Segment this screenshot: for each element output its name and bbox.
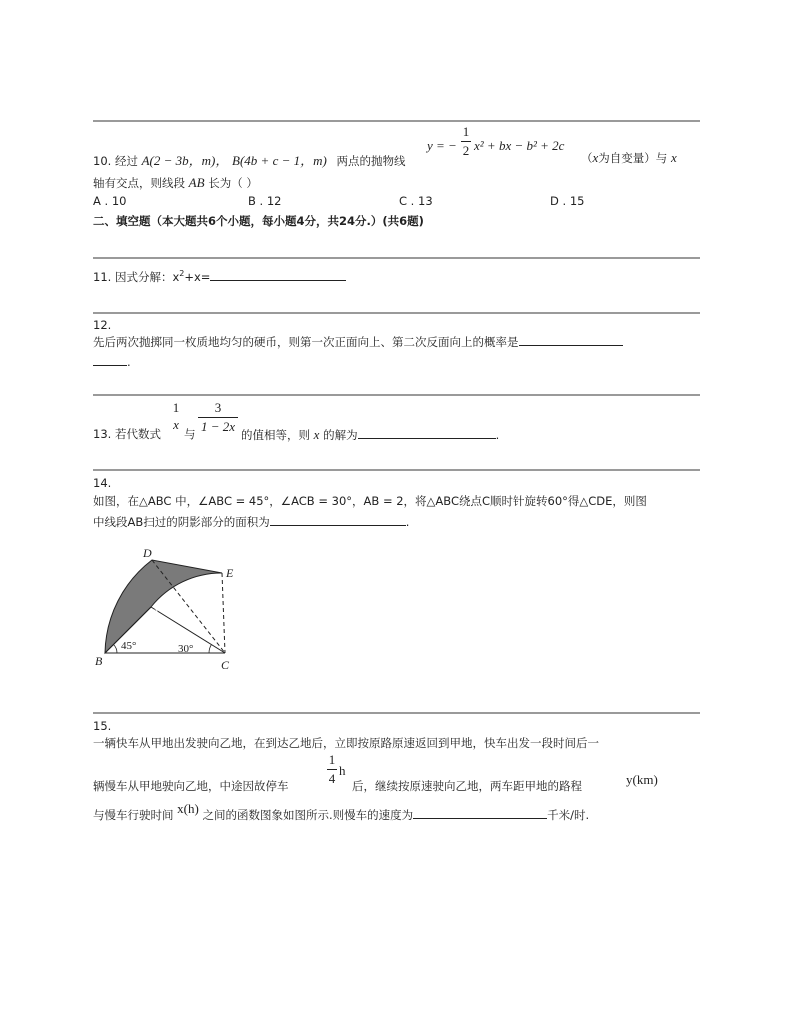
q10-line1: 10. 经过 A(2 − 3b，m)， B(4b + c − 1，m) 两点的抛物线 (93, 153, 406, 168)
q11-answer-blank[interactable] (210, 268, 346, 281)
q13-with: 与 (184, 427, 196, 441)
angle-label-c: 30° (178, 643, 194, 655)
angle-label-b: 45° (121, 640, 137, 652)
segment-ec (222, 573, 225, 653)
q14-answer-blank[interactable] (270, 513, 406, 526)
q15-line2-b: 后，继续按原速驶向乙地，两车距甲地的路程 (352, 779, 582, 793)
q15-line3: 与慢车行驶时间 x(h) 之间的函数图象如图所示.则慢车的速度为 千米/时. (93, 801, 590, 822)
q10-option-a: A . 10 (93, 194, 127, 208)
divider-q11 (93, 257, 700, 259)
divider-q15 (93, 712, 700, 714)
label-d: D (143, 546, 152, 560)
q10-formula-right: x² + bx − b² + 2c (474, 138, 565, 153)
q10-option-b: B . 12 (248, 194, 282, 208)
q15-unit-h: h (339, 763, 346, 778)
q10-formula: y = − (427, 138, 457, 153)
label-a: A (152, 606, 159, 618)
q10-line1-tail: （x为自变量）与 x (581, 150, 677, 165)
q12-answer-blank[interactable] (519, 333, 623, 346)
label-b: B (95, 654, 103, 668)
q12-answer-blank-cont[interactable] (93, 353, 127, 366)
angle-arc-b (114, 645, 118, 654)
q15-y-unit: y(km) (626, 772, 658, 787)
label-c: C (221, 658, 230, 672)
divider-q12 (93, 312, 700, 314)
q10-formula-fraction: 1 2 (462, 124, 470, 158)
q14-line2: 中线段AB扫过的阴影部分的面积为 . (93, 515, 410, 529)
label-e: E (226, 566, 234, 580)
divider-q10 (93, 120, 700, 122)
section-title: 二、填空题（本大题共6个小题，每小题4分，共24分.）(共6题) (93, 214, 424, 228)
q15-line2-a: 辆慢车从甲地驶向乙地，中途因故停车 (93, 779, 289, 793)
q13-tail: 的值相等，则 x 的解为 . (241, 427, 500, 442)
q14-figure (90, 543, 250, 673)
q13-lead: 13. 若代数式 (93, 427, 161, 441)
q13-answer-blank[interactable] (358, 426, 496, 439)
divider-q13 (93, 394, 700, 396)
q15-number: 15. (93, 719, 112, 733)
q11-line: 11. 因式分解：$x^2+x=$ (93, 268, 346, 285)
q10-line2: 轴有交点，则线段 AB 长为（ ） (93, 175, 258, 190)
q12-line2: . (93, 353, 131, 369)
q12-line1: 先后两次抛掷同一枚质地均匀的硬币，则第一次正面向上、第二次反面向上的概率是 (93, 333, 623, 350)
q15-fraction: 1 4 (328, 752, 336, 786)
divider-q14 (93, 469, 700, 471)
q10-option-d: D . 15 (550, 194, 585, 208)
q14-line1: 如图，在△ABC 中，∠ABC = 45°，∠ACB = 30°，AB = 2，将△ABC绕点C顺时针旋转60°得△CDE，则图 (93, 494, 647, 508)
q14-number: 14. (93, 476, 112, 490)
q13-fraction-1: 1 x (172, 400, 180, 432)
q15-line1: 一辆快车从甲地出发驶向乙地，在到达乙地后，立即按原路原速返回到甲地，快车出发一段时间后一 (93, 736, 599, 750)
q15-answer-blank[interactable] (413, 806, 547, 819)
angle-arc-c (209, 645, 211, 653)
q10-option-c: C . 13 (399, 194, 433, 208)
q12-number: 12. (93, 318, 112, 332)
q13-fraction-2: 3 1 − 2x (198, 400, 238, 435)
